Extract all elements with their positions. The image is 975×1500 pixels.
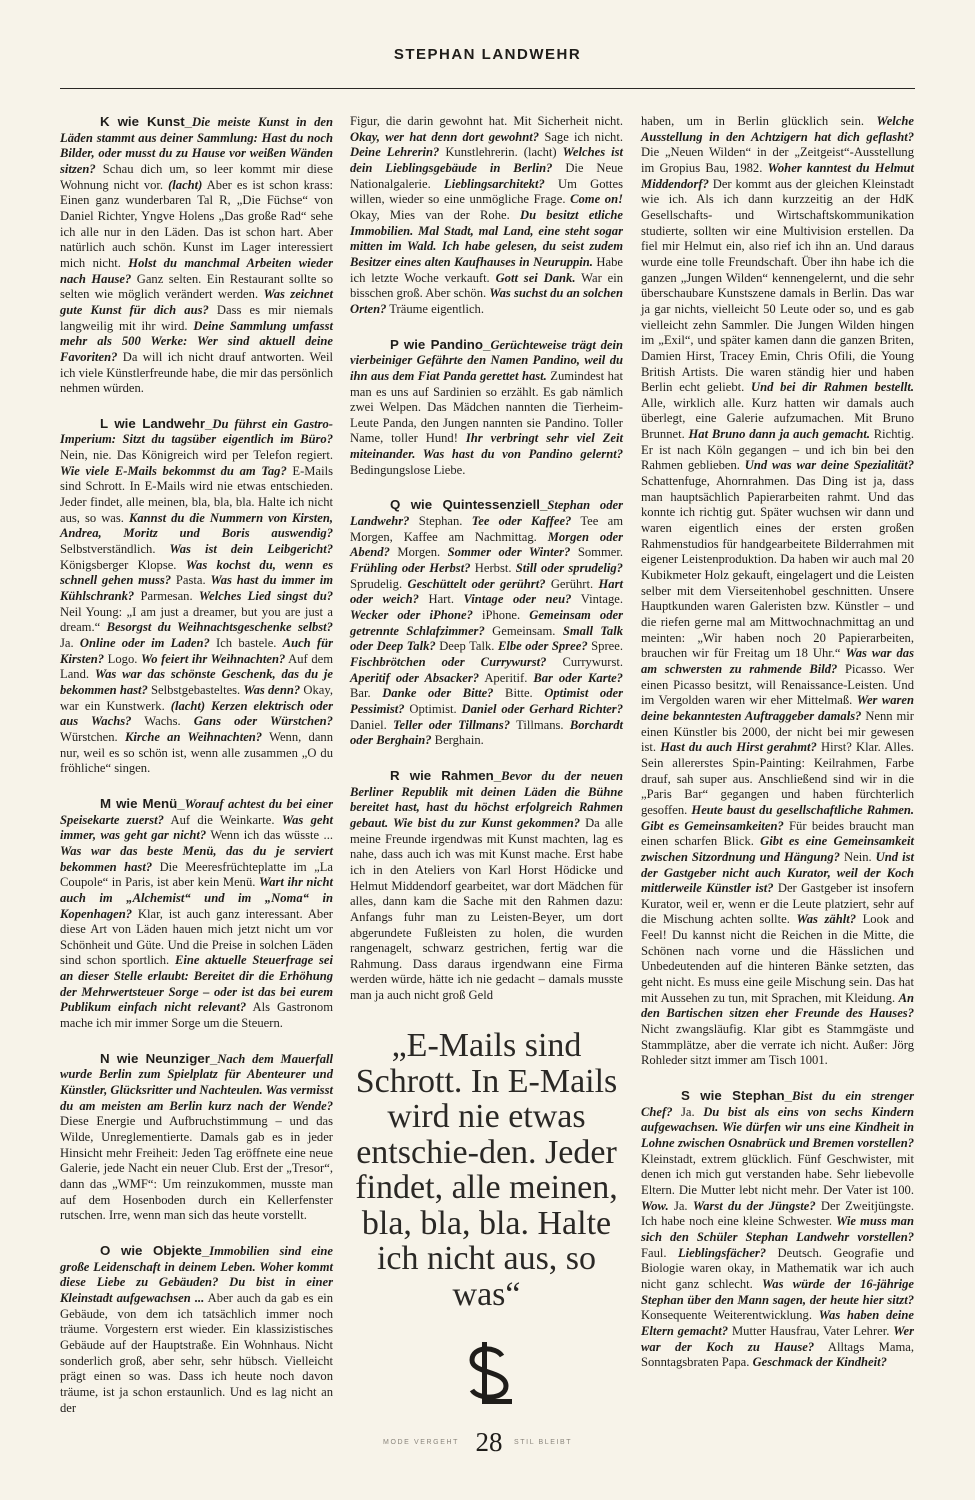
interview-section xyxy=(350,114,623,318)
header-rule xyxy=(60,88,915,89)
interview-section xyxy=(60,1051,333,1224)
section-body: Bevor du der neuen Berliner Republik mit deinen Läden die Bühne bereitet hast, hast du höchst erfolgreich Rahmen gebaut. Wie bist du zur Kunst gekommen? Da alle meine Freunde irgendwas mit Kunst machten, lag es nahe, dass auch ich was mit Kunst mache. Erst habe ich in den Ateliers von Karl Horst Hödicke und Helmut Middendorf gearbeitet, war dort Mädchen für alles, dann kam die Sache mit den Rahmen dazu: Anfangs fuhr man zu Leisten-Beyer, um dort abgerundete Fußleisten zu holen, die wurden rangenagelt, schwarz gestrichen, fertig war die Rahmung. Dass daraus irgendwann eine Firma werden würde, hätte ich nie gedacht – damals musste man ja auch nicht groß Geld xyxy=(350,768,623,1003)
page-number: 28 xyxy=(475,1427,503,1457)
section-lead: R wie Rahmen_ xyxy=(390,767,502,783)
footer-right-text: STIL BLEIBT xyxy=(514,1439,573,1446)
section-lead: O wie Objekte_ xyxy=(100,1242,210,1258)
interview-section xyxy=(60,416,333,777)
interview-section xyxy=(350,337,623,479)
section-lead: P wie Pandino_ xyxy=(390,336,491,352)
section-lead: M wie Menü_ xyxy=(100,795,185,811)
section-body: Bist du ein strenger Chef? Ja. Du bist als eins von sechs Kindern aufgewachsen. Wie dürfen wir uns eine Kindheit in Lohne zwischen Osnabrück und Bremen vorstellen? Kleinstadt, extrem glücklich. Fünf Geschwister, mit denen ich mich gut verstanden habe. Sehr liebevolle Eltern. Die Mutter lebt nicht mehr. Der Vater ist 100. Wow. Ja. Warst du der Jüngste? Der Zweitjüngste. Ich habe noch eine kleine Schwester. Wie muss man sich den Schüler Stephan Landwehr vorstellen? Faul. Lieblingsfächer? Deutsch. Geografie und Biologie waren okay, in Mathematik war ich auch nicht ganz schlecht. Was würde der 16-jährige Stephan über den Mann sagen, der heute hier sitzt? Konsequente Weiterentwicklung. Was haben deine Eltern gemacht? Mutter Hausfrau, Vater Lehrer. Wer war der Koch zu Hause? Alltags Mama, Sonntagsbraten Papa. Geschmack der Kindheit? xyxy=(641,1089,915,1370)
section-body: Nach dem Mauerfall wurde Berlin zum Spielplatz für Abenteurer und Künstler, Glücksritter und Nachteulen. Was vermisst du am meisten am Berlin kurz nach der Wende? Diese Energie und Aufbruchstimmung – und das Wilde, Unreglementierte. Damals gab es in jeder Hinsicht mehr Freiheit: Jeden Tag eröffnete eine neue Galerie, jede Nacht ein neuer Club. Erst der „Tresor“, dann das „WMF“: Um reinzukommen, musste man auf dem Hosenboden durch ein Kellerfenster rutschen. Irre, wenn man sich das heute vorstellt. xyxy=(60,1051,333,1223)
section-body: Figur, die darin gewohnt hat. Mit Sicherheit nicht. Okay, wer hat denn dort gewohnt? Sage ich nicht. Deine Lehrerin? Kunstlehrerin. (lacht) Welches ist dein Lieblingsgebäude in Berlin? Die Neue Nationalgalerie. Lieblingsarchitekt? Um Gottes willen, wieder so eine unmögliche Frage. Come on! Okay, Mies van der Rohe. Du besitzt etliche Immobilien. Mal Stadt, mal Land, eine steht sogar mitten im Wald. Ich habe gelesen, du seist zudem Besitzer eines alten Kaufhauses in Neuruppin. Habe ich letzte Woche verkauft. Gott sei Dank. War ein bisschen groß. Aber schön. Was suchst du an solchen Orten? Träume eigentlich. xyxy=(350,114,624,316)
interview-section xyxy=(350,497,623,749)
section-lead: Q wie Quintessenziell_ xyxy=(390,497,548,513)
interview-section xyxy=(60,796,333,1032)
section-lead: L wie Landwehr_ xyxy=(100,415,213,431)
interview-section xyxy=(350,768,623,1004)
interview-section xyxy=(60,114,333,397)
section-body: Du führst ein Gastro-Imperium: Sitzt du tagsüber eigentlich im Büro? Nein, nie. Das Königreich wird per Telefon regiert. Wie viele E-Mails bekommst du am Tag? E-Mails sind Schrott. In E-Mails wird nie etwas entschieden. Jeder findet, alle meinen, bla, bla, bla. Halte ich nicht aus, so was. Kannst du die Nummern von Kirsten, Andrea, Moritz und Boris auswendig? Selbstverständlich. Was ist dein Leibgericht? Königsberger Klopse. Was kochst du, wenn es schnell gehen muss? Pasta. Was hast du immer im Kühlschrank? Parmesan. Welches Lied singst du? Neil Young: „I am just a dreamer, but you are just a dream.“ Besorgst du Weihnachtsgeschenke selbst? Ja. Online oder im Laden? Ich bastele. Auch für Kirsten? Logo. Wo feiert ihr Weihnachten? Auf dem Land. Was war das schönste Geschenk, das du je bekommen hast? Selbstgebasteltes. Was denn? Okay, war ein Kunstwerk. (lacht) Kerzen elektrisch oder aus Wachs? Wachs. Gans oder Würstchen? Würstchen. Kirche an Weihnachten? Wenn, dann nur, weil es so schön ist, wenn alle zusammen „O du fröhliche“ singen. xyxy=(60,416,334,776)
article-column-1 xyxy=(60,114,333,1435)
section-lead: K wie Kunst_ xyxy=(100,114,193,129)
interview-section xyxy=(641,1088,914,1371)
section-body: haben, um in Berlin glücklich sein. Welche Ausstellung in den Achtzigern hat dich geflasht? Die „Neuen Wilden“ in der „Zeitgeist“-Ausstellung im Gropius Bau, 1982. Woher kanntest du Helmut Middendorf? Der kommt aus der gleichen Kleinstadt wie ich. Als ich dann kurzzeitig an der HdK Gesellschafts- und Wirtschaftskommunikation studierte, sollten wir eine Multivision erstellen. Da fiel mir Helmut ein, also rief ich ihn an. Und daraus wurde eine tolle Freundschaft. Über ihn habe ich die ganzen „Jungen Wilden“ kennengelernt, und die sehr überschaubare Kunstszene damals in Berlin. Das war ja gar nichts, vielleicht 50 Leute oder so, und es gab vielleicht zehn Sammler. Die Jungen Wilden hingen im „Exil“, und später kamen dann die ganzen Briten, Damien Hirst, Tracey Emin, Chris Ofili, die Young British Artists. Die waren ständig hier und haben Berlin echt geliebt. Und bei dir Rahmen bestellt. Alle, wirklich alle. Kurz hatten wir damals auch überlegt, eine Galerie aufzumachen. Mit Bruno Brunnet. Hat Bruno dann ja auch gemacht. Richtig. Er ist nach Köln gegangen – und ich bin bei den Rahmen geblieben. Und was war deine Spezialität? Schattenfuge, Ahornrahmen. Das Ding ist ja, dass man hauptsächlich Papierarbeiten rahmt. Und das konnte ich richtig gut. Später wuchsen wir dann und waren eigentlich eines der ersten großen Rahmenstudios für handgearbeitete Bilderrahmen mit eigener Leistenproduktion. Da haben wir auch mal 20 Kubikmeter Holz gekauft, eingelagert und die Leisten selber mit dem Vierseitenhobel geschnitten. Unsere Hauptkunden waren Galeristen bzw. Künstler – und die riefen gerne mal am Mittwochnachmittag an und meinten: „Wir haben noch 20 Papierarbeiten, brauchen wir für Freitag um 18 Uhr.“ Was war das am schwersten zu rahmende Bild? Picasso. Wer einen Picasso besitzt, will Renaissance-Leisten. Und im Vergolden waren wir eher Mittelmaß. Wer waren deine bekanntesten Auftraggeber damals? Nenn mir einen Künstler bis 2000, der nicht bei mir gewesen ist. Hast du auch Hirst gerahmt? Hirst? Klar. Alles. Sein allererstes Spin-Painting: Keilrahmen, Farbe drauf, sah super aus. Anschließend sind wir in die „Paris Bar“ gegangen und haben fürchterlich gesoffen. Heute baust du gesellschaftliche Rahmen. Gibt es Gemeinsamkeiten? Für beides braucht man einen scharfen Blick. Gibt es eine Gemeinsamkeit zwischen Sitzordnung und Hängung? Nein. Und ist der Gastgeber nicht auch Kurator, weil der Koch mittlerweile Künstler ist? Der Gastgeber ist insofern Kurator, weil er, wenn er die Leute platziert, sehr auf die Mischung achten sollte. Was zählt? Look and Feel! Du kannst nicht die Reichen in die Mitte, die Schönen nach vorne und die Hässlichen und Unbedeutenden auf die hinteren Bänke setzten, das geht nicht. Es muss eine geile Mischung sein. Das hat mit Aussehen zu tun, mit Sprachen, mit Kleidung. An den Bartischen sitzen eher Freunde des Hauses? Nicht zwangsläufig. Klar gibt es Stammgäste und Stammplätze, aber die verrate ich nicht. Außer: Jörg Rohleder sitzt immer am Tisch 1001. xyxy=(641,114,915,1068)
pull-quote: „E-Mails sind Schrott. In E-Mails wird nie etwas entschie-den. Jeder findet, alle meinen, bla, bla, bla. Halte ich nicht aus, so was“ xyxy=(355,1027,618,1313)
article-column-3 xyxy=(641,114,914,1390)
footer-left-text: MODE VERGEHT xyxy=(383,1439,459,1446)
sl-monogram-icon xyxy=(466,1342,516,1412)
article-column-2 xyxy=(350,114,623,1023)
section-body: Gerüchteweise trägt dein vierbeiniger Gefährte den Namen Pandino, weil du ihn aus dem Fiat Panda gerettet hast. Zumindest hat man es uns auf Sardinien so erzählt. Es gab nämlich zwei Welpen. Das Mädchen nannten die Tierheim-Leute Panda, den Jungen nannten sie Pandino. Toller Name, toller Hund! Ihr verbringt sehr viel Zeit miteinander. Was hast du von Pandino gelernt? Bedingungslose Liebe. xyxy=(350,337,624,477)
section-body: Worauf achtest du bei einer Speisekarte zuerst? Auf die Weinkarte. Was geht immer, was geht gar nicht? Wenn ich das wüsste ... Was war das beste Menü, das du je serviert bekommen hast? Die Meeresfrüchteplatte im „La Coupole“ in Paris, ist aber kein Menü. Wart ihr nicht auch im „Alchemist“ und im „Noma“ in Kopenhagen? Klar, ist auch ganz interessant. Aber diese Art von Läden hauen mich jetzt nicht um vor Schönheit und Güte. Und die Preise in solchen Läden sind schon sportlich. Eine aktuelle Steuerfrage sei an dieser Stelle erlaubt: Bereitet dir die Erhöhung der Mehrwertsteuer Sorge – oder ist das bei eurem Publikum einfach nicht relevant? Als Gastronom mache ich mir immer Sorge um die Steuern. xyxy=(60,796,334,1031)
section-body: Die meiste Kunst in den Läden stammt aus deiner Sammlung: Hast du noch Bilder, oder musst du zu Hause vor weißen Wänden sitzen? Schau dich um, so leer kommt mir diese Wohnung nicht vor. (lacht) Aber es ist schon krass: Einen ganz wunderbaren Tal R, „Die Füchse“ von Daniel Richter, Yngve Holens „Das große Rad“ sehe ich alle nur in den Läden. Das ist schon hart. Aber natürlich auch schön. Kunst im Lager interessiert mich nicht. Holst du manchmal Arbeiten wieder nach Hause? Ganz selten. Ein Restaurant sollte so selten wie möglich verändert werden. Was zeichnet gute Kunst für dich aus? Dass es mir niemals langweilig mit ihr wird. Deine Sammlung umfasst mehr als 500 Werke: Wer sind aktuell deine Favoriten? Da will ich nicht drauf antworten. Weil ich viele Künstlerfreunde habe, die mir das persönlich nehmen würden. xyxy=(60,115,334,396)
interview-section xyxy=(60,1243,333,1416)
page-footer xyxy=(0,1428,975,1458)
section-lead: N wie Neunziger_ xyxy=(100,1050,218,1066)
section-lead: S wie Stephan_ xyxy=(681,1088,792,1104)
page-header-title: STEPHAN LANDWEHR xyxy=(393,46,582,63)
interview-section xyxy=(641,114,914,1069)
section-body: Immobilien sind eine große Leidenschaft in deinem Leben. Woher kommt diese Liebe zu Gebäuden? Du bist in einer Kleinstadt aufgewachsen ... Aber auch da gab es ein Gebäude, von dem ich tatsächlich immer noch träume. Vorgestern erst wieder. Ein klassizistisches Gebäude auf der Hauptstraße. Ein Wohnhaus. Nicht sonderlich groß, aber sehr, sehr hübsch. Vielleicht prägt einen so was. Dass ich heute noch davon träume, ist ja schon erstaunlich. Und es lag nicht an der xyxy=(60,1243,333,1415)
section-body: Stephan oder Landwehr? Stephan. Tee oder Kaffee? Tee am Morgen, Kaffee am Nachmittag. Morgen oder Abend? Morgen. Sommer oder Winter? Sommer. Frühling oder Herbst? Herbst. Still oder sprudelig? Sprudelig. Geschüttelt oder gerührt? Gerührt. Hart oder weich? Hart. Vintage oder neu? Vintage. Wecker oder iPhone? iPhone. Gemeinsam oder getrennte Schlafzimmer? Gemeinsam. Small Talk oder Deep Talk? Deep Talk. Elbe oder Spree? Spree. Fischbrötchen oder Currywurst? Currywurst. Aperitif oder Absacker? Aperitif. Bar oder Karte? Bar. Danke oder Bitte? Bitte. Optimist oder Pessimist? Optimist. Daniel oder Gerhard Richter? Daniel. Teller oder Tillmans? Tillmans. Borchardt oder Berghain? Berghain. xyxy=(350,498,624,748)
